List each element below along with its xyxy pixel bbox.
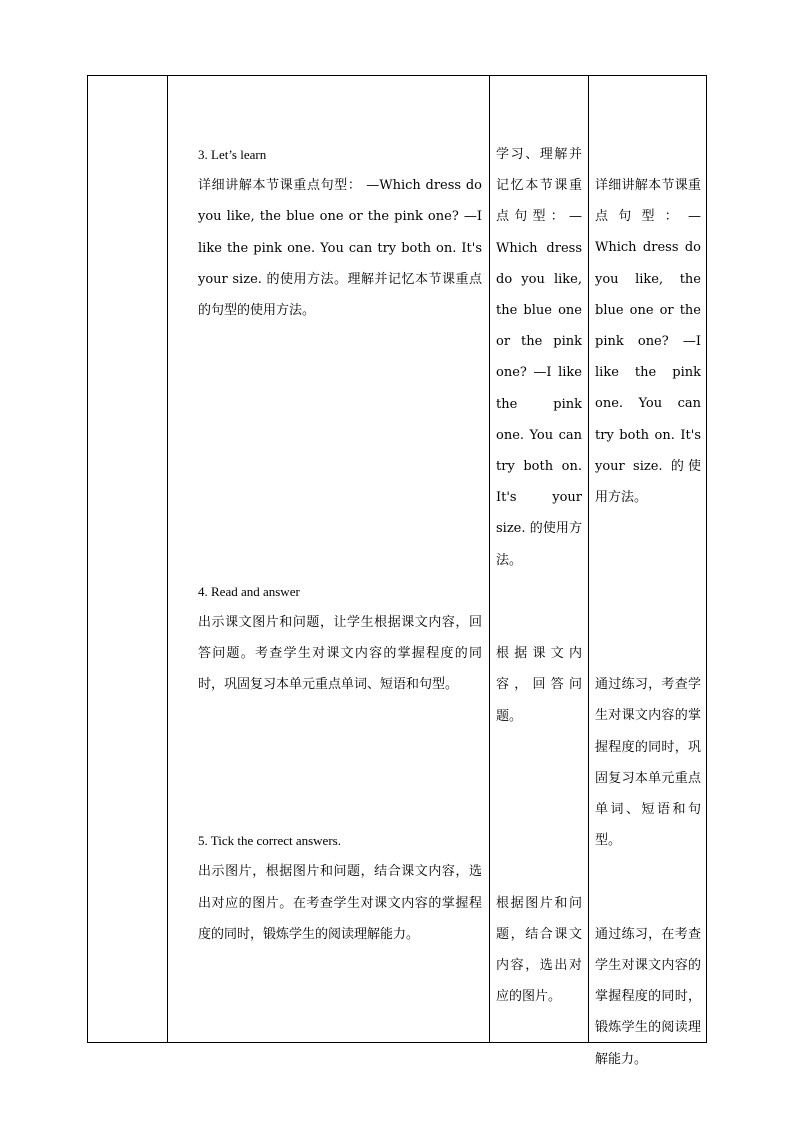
student-activity-text: 根据图片和问题，结合课文内容，选出对应的图片。	[496, 895, 582, 1005]
section-title: 4. Read and answer	[198, 583, 300, 599]
design-intent-text: 通过练习，在考查学生对课文内容的掌握程度的同时，锻炼学生的阅读理解能力。	[595, 926, 701, 1067]
section-title: 5. Tick the correct answers.	[198, 833, 341, 849]
design-intent-column	[595, 170, 701, 1075]
teacher-activity-column	[198, 139, 482, 950]
lesson-plan-table	[87, 75, 707, 1067]
section-title: 3. Let’s learn	[198, 147, 267, 162]
column-divider-2	[489, 76, 490, 1042]
student-activity-text: 根据课文内容，回答问题。	[496, 646, 582, 724]
design-intent-text: 详细讲解本节课重点句型：—Which dress do you like, the blue one or the pink one? —I like the pink one. You can try both on. It's your size. 的使用方法。	[595, 178, 701, 506]
column-divider-1	[167, 76, 168, 1042]
teacher-activity-text: 出示课文图片和问题，让学生根据课文内容，回答问题。考查学生对课文内容的掌握程度的同时，巩固复习本单元重点单词、短语和句型。	[198, 614, 482, 693]
column-divider-3	[588, 76, 589, 1042]
design-intent-text: 通过练习，考查学生对课文内容的掌握程度的同时，巩固复习本单元重点单词、短语和句型。	[595, 677, 701, 849]
teacher-activity-text: 详细讲解本节课重点句型： —Which dress do you like, the blue one or the pink one? —I like the pink one. You can try both on. It's your size. 的使用方法。理解并记忆本节课重点的句型的使用方法。	[198, 178, 482, 319]
student-activity-column	[496, 139, 582, 1013]
student-activity-text: 学习、理解并记忆本节课重点句型：—Which dress do you like, the blue one or the pink one? —I like the pink one. You can try both on. It's your size. 的使用方法。	[496, 147, 582, 568]
teacher-activity-text: 出示图片，根据图片和问题，结合课文内容，选出对应的图片。在考查学生对课文内容的掌握程度的同时，锻炼学生的阅读理解能力。	[198, 864, 482, 942]
